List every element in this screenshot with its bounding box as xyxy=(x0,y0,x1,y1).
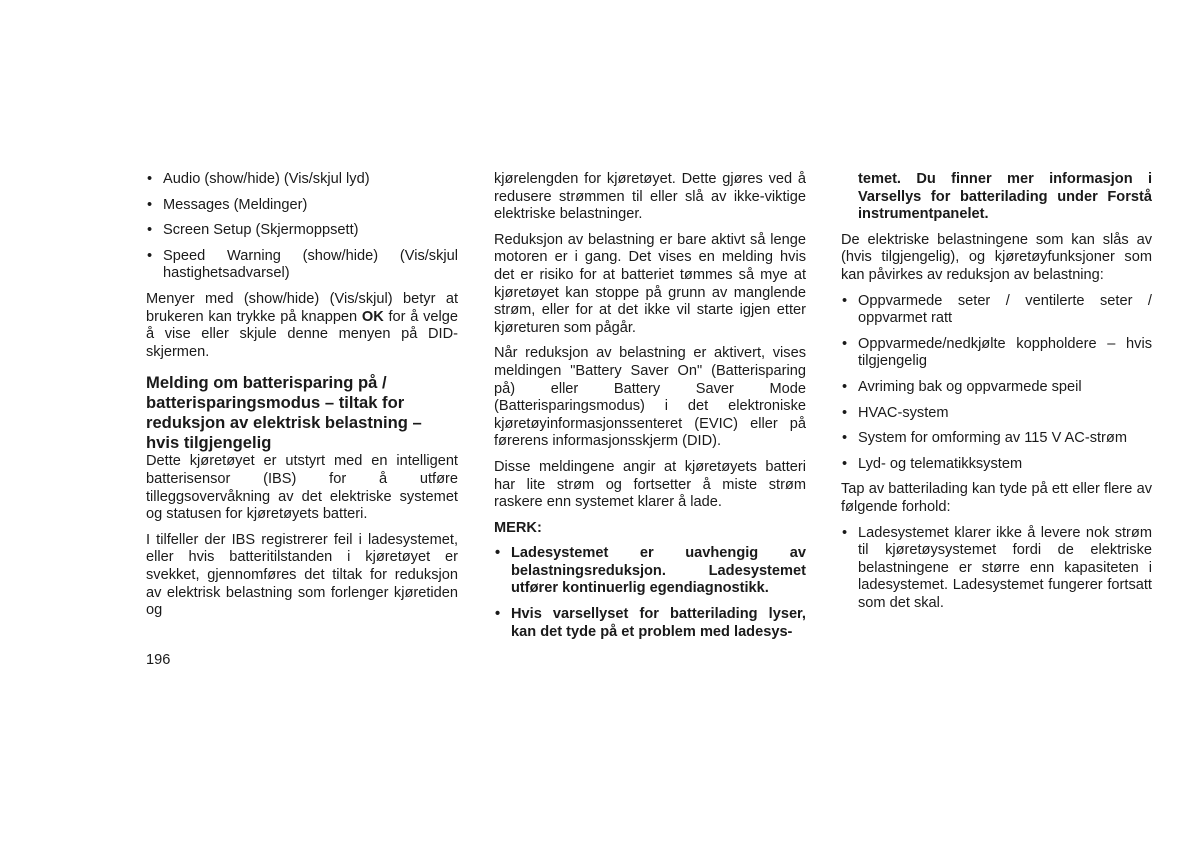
paragraph-text: Menyer med (show/hide) (Vis/skjul) betyr at brukeren kan trykke på knappen xyxy=(146,290,458,325)
list-item: • Avriming bak og oppvarmede speil xyxy=(841,379,1152,397)
paragraph-loads: De elektriske belastningene som kan slås av (hvis tilgjengelig), og kjøretøyfunksjoner som kan påvirkes av reduksjon av belastning: xyxy=(841,231,1152,283)
section-heading: Melding om batterisparing på / batterisparingsmodus – tiltak for reduksjon av elektrisk belastning – hvis tilgjengelig xyxy=(146,373,422,453)
paragraph-show-hide xyxy=(146,291,458,361)
list-item: • Oppvarmede seter / ventilerte seter / oppvarmet ratt xyxy=(841,293,1152,328)
list-item: • System for omforming av 115 V AC-strøm xyxy=(841,430,1152,448)
paragraph-ibs-faults: I tilfeller der IBS registrerer feil i ladesystemet, eller hvis batteritilstanden i kjøretøyet er svekket, gjennomføres det tiltak for reduksjon av elektrisk belastning som forlenger kjøretiden og xyxy=(146,531,458,619)
note-continuation: temet. Du finner mer informasjon i Varsellys for batterilading under Forstå instrumentpanelet. xyxy=(858,171,1152,223)
list-item: • Screen Setup (Skjermoppsett) xyxy=(146,222,458,240)
list-item: • HVAC-system xyxy=(841,405,1152,423)
condition-list xyxy=(841,525,1152,613)
list-item: • Speed Warning (show/hide) (Vis/skjul hastighetsadvarsel) xyxy=(146,248,458,283)
list-item: • Messages (Meldinger) xyxy=(146,197,458,215)
list-item: • Audio (show/hide) (Vis/skjul lyd) xyxy=(146,171,458,189)
list-item: • Ladesystemet klarer ikke å levere nok strøm til kjøretøysystemet fordi de elektriske belastningene er større enn kapasiteten i ladesystemet. Ladesystemet fungerer fortsatt som det skal. xyxy=(841,525,1152,613)
did-menu-list xyxy=(146,171,458,283)
paragraph-ibs: Dette kjøretøyet er utstyrt med en intelligent batterisensor (IBS) for å utføre tilleggsovervåkning av det elektriske systemet og statusen for kjøretøyets batteri. xyxy=(146,453,458,523)
paragraph-message-meaning: Disse meldingene angir at kjøretøyets batteri har lite strøm og fortsetter å miste strøm raskere enn systemet klarer å lade. xyxy=(494,458,806,511)
ok-button-label: OK xyxy=(361,308,384,325)
paragraph-range: kjørelengden for kjøretøyet. Dette gjøres ved å redusere strømmen til eller slå av ikke-viktige elektriske belastninger. xyxy=(494,171,806,223)
list-item: • Oppvarmede/nedkjølte koppholdere – hvis tilgjengelig xyxy=(841,336,1152,371)
column-left xyxy=(146,171,458,628)
column-middle xyxy=(494,171,806,649)
page-number: 196 xyxy=(146,652,171,668)
paragraph-battery-saver-message: Når reduksjon av belastning er aktivert, vises meldingen "Battery Saver On" (Batterisparing på) eller Battery Saver Mode (Batterisparingsmodus) i det elektroniske kjøretøyinformasjonssenteret (EVIC) eller på førerens informasjonsskjerm (DID). xyxy=(494,345,806,450)
list-item: • Lyd- og telematikksystem xyxy=(841,456,1152,474)
paragraph-charging-loss: Tap av batterilading kan tyde på ett eller flere av følgende forhold: xyxy=(841,481,1152,515)
list-item: • Hvis varsellyset for batterilading lyser, kan det tyde på et problem med ladesys- xyxy=(494,606,806,641)
paragraph-load-reduction: Reduksjon av belastning er bare aktivt så lenge motoren er i gang. Det vises en melding hvis det er risiko for at batteriet tømmes så mye at kjøretøyet kan stoppe på grunn av manglende strøm, eller for at det ikke vil starte igjen etter kjøreturen som pågår. xyxy=(494,231,806,336)
load-list xyxy=(841,293,1152,474)
column-right xyxy=(841,171,1152,620)
note-list xyxy=(494,545,806,641)
list-item: • Ladesystemet er uavhengig av belastningsreduksjon. Ladesystemet utfører kontinuerlig egendiagnostikk. xyxy=(494,545,806,598)
paragraph-text: for å velge å vise eller skjule denne menyen på DID-skjermen. xyxy=(146,308,458,360)
note-label: MERK: xyxy=(494,519,542,536)
